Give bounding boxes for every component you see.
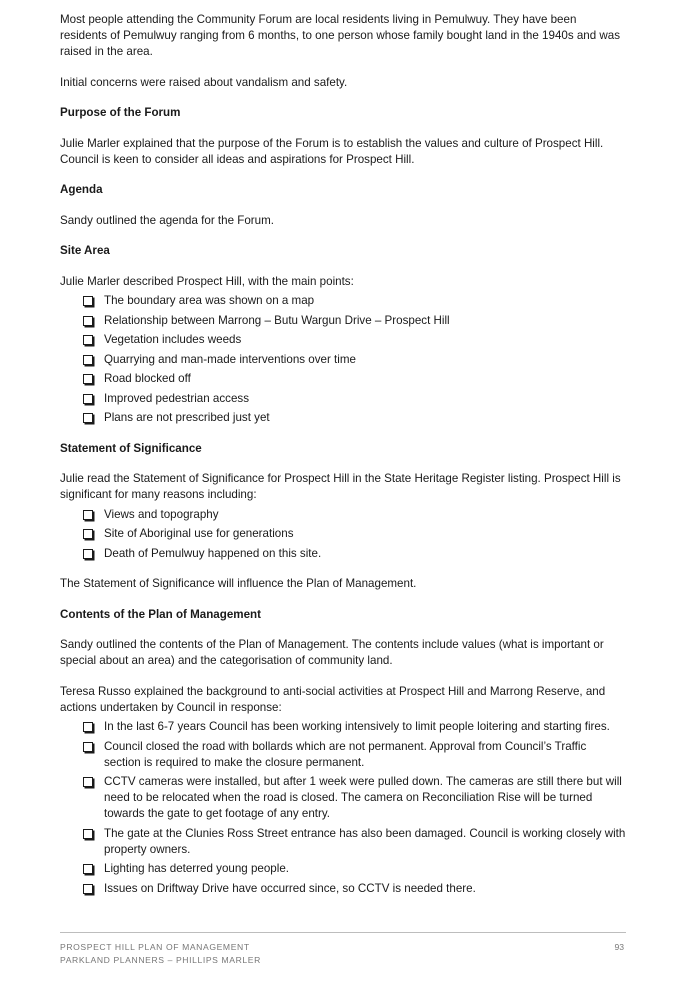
checkbox-bullet-icon xyxy=(83,777,93,787)
heading-contents: Contents of the Plan of Management xyxy=(60,607,261,621)
checkbox-bullet-icon xyxy=(83,864,93,874)
paragraph-concerns: Initial concerns were raised about vandalism and safety. xyxy=(60,75,348,89)
paragraph-statement-intro: Julie read the Statement of Significance for Prospect Hill in the State Heritage Register listing. Prospect Hill is significant for many reasons including: xyxy=(60,472,621,501)
list-item: The boundary area was shown on a map xyxy=(60,293,626,309)
checkbox-bullet-icon xyxy=(83,529,93,539)
page-number: 93 xyxy=(614,942,624,952)
document-body xyxy=(60,12,626,911)
checkbox-bullet-icon xyxy=(83,829,93,839)
checkbox-bullet-icon xyxy=(83,355,93,365)
paragraph-anti-social-intro: Teresa Russo explained the background to anti-social activities at Prospect Hill and Marrong Reserve, and actions undertaken by Council in response: xyxy=(60,684,606,714)
list-item: Site of Aboriginal use for generations xyxy=(60,526,626,542)
paragraph-site-intro: Julie Marler described Prospect Hill, with the main points: xyxy=(60,274,354,288)
checkbox-bullet-icon xyxy=(83,549,93,559)
list-item: CCTV cameras were installed, but after 1 week were pulled down. The cameras are still there but will need to be relocated when the road is closed. The camera on Reconciliation Rise will be turned towards the gate to get footage of any entry. xyxy=(60,774,626,822)
heading-purpose: Purpose of the Forum xyxy=(60,106,181,119)
list-item: Quarrying and man-made interventions over time xyxy=(60,352,626,368)
checkbox-bullet-icon xyxy=(83,394,93,404)
list-item: Road blocked off xyxy=(60,371,626,387)
footer-divider xyxy=(60,932,626,933)
checkbox-bullet-icon xyxy=(83,722,93,732)
significance-points-list xyxy=(60,507,626,562)
checkbox-bullet-icon xyxy=(83,316,93,326)
list-item: Council closed the road with bollards which are not permanent. Approval from Council’s Traffic section is required to make the closure permanent. xyxy=(60,739,626,771)
footer-author: PARKLAND PLANNERS – PHILLIPS MARLER xyxy=(60,954,261,965)
paragraph-contents: Sandy outlined the contents of the Plan of Management. The contents include values (what is important or special about an area) and the categorisation of community land. xyxy=(60,638,604,667)
checkbox-bullet-icon xyxy=(83,510,93,520)
heading-statement: Statement of Significance xyxy=(60,441,202,455)
list-item: Improved pedestrian access xyxy=(60,391,626,407)
heading-agenda: Agenda xyxy=(60,183,103,196)
checkbox-bullet-icon xyxy=(83,742,93,752)
paragraph-attendees: Most people attending the Community Forum are local residents living in Pemulwuy. They have been residents of Pemulwuy ranging from 6 months, to one person whose family bought land in the 1940s and was raised in the area. xyxy=(60,13,621,58)
list-item: Death of Pemulwuy happened on this site. xyxy=(60,546,626,562)
checkbox-bullet-icon xyxy=(83,335,93,345)
list-item: Lighting has deterred young people. xyxy=(60,861,626,877)
heading-site-area: Site Area xyxy=(60,244,110,257)
action-points-list xyxy=(60,719,626,897)
list-item: Views and topography xyxy=(60,507,626,523)
checkbox-bullet-icon xyxy=(83,413,93,423)
checkbox-bullet-icon xyxy=(83,374,93,384)
list-item: Relationship between Marrong – Butu Wargun Drive – Prospect Hill xyxy=(60,313,626,329)
footer xyxy=(60,941,261,966)
paragraph-agenda: Sandy outlined the agenda for the Forum. xyxy=(60,213,274,227)
list-item: Plans are not prescribed just yet xyxy=(60,410,626,426)
paragraph-statement-influence: The Statement of Significance will influence the Plan of Management. xyxy=(60,577,417,590)
paragraph-purpose: Julie Marler explained that the purpose of the Forum is to establish the values and culture of Prospect Hill. Council is keen to consider all ideas and aspirations for Prospect Hill. xyxy=(60,136,604,166)
site-points-list xyxy=(60,293,626,426)
list-item: In the last 6-7 years Council has been working intensively to limit people loitering and starting fires. xyxy=(60,719,626,735)
list-item: Vegetation includes weeds xyxy=(60,332,626,348)
checkbox-bullet-icon xyxy=(83,884,93,894)
checkbox-bullet-icon xyxy=(83,296,93,306)
list-item: The gate at the Clunies Ross Street entrance has also been damaged. Council is working closely with property owners. xyxy=(60,826,626,858)
list-item: Issues on Driftway Drive have occurred since, so CCTV is needed there. xyxy=(60,881,626,897)
footer-document-title: PROSPECT HILL PLAN OF MANAGEMENT xyxy=(60,942,250,952)
